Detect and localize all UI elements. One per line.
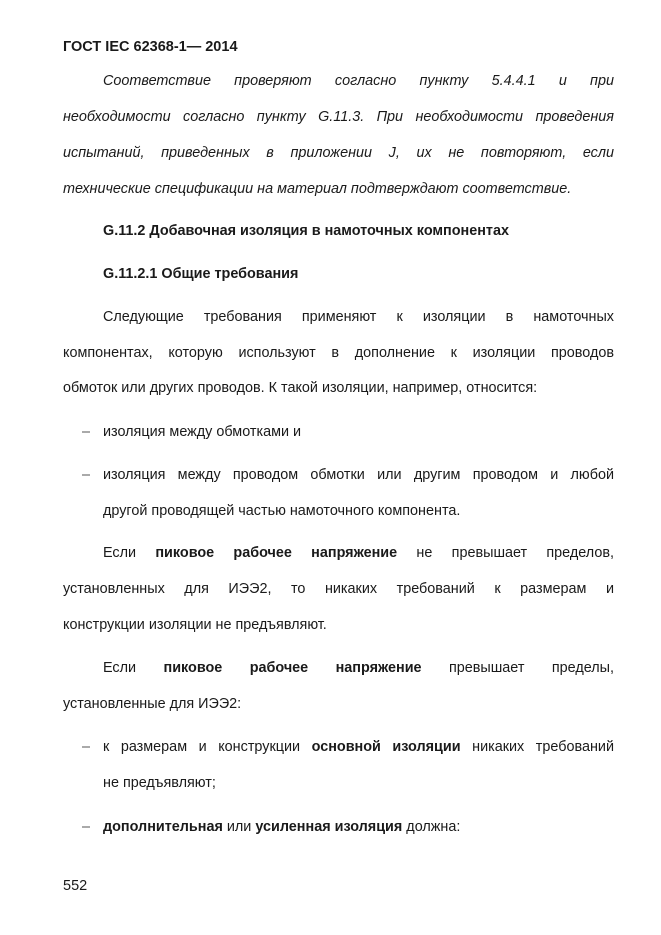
list-item bbox=[103, 739, 614, 755]
list-item: изоляция между проводом обмотки или другим проводом и любой bbox=[103, 467, 614, 483]
text-fragment: должна: bbox=[406, 819, 461, 835]
term-peak-voltage: пиковое рабочее напряжение bbox=[163, 660, 422, 676]
text-line: испытаний, приведенных в приложении J, их не повторяют, если bbox=[63, 145, 614, 161]
term-supplementary: дополнительная bbox=[103, 819, 223, 835]
text-line: Следующие требования применяют к изоляции в намоточных bbox=[103, 309, 614, 325]
text-line: технические спецификации на материал подтверждают соответствие. bbox=[63, 181, 572, 197]
list-item-continuation: другой проводящей частью намоточного компонента. bbox=[103, 503, 461, 519]
text-line bbox=[103, 660, 614, 676]
list-bullet: – bbox=[82, 739, 91, 755]
page-number: 552 bbox=[63, 878, 88, 894]
term-peak-voltage: пиковое рабочее напряжение bbox=[155, 545, 398, 561]
page-header: ГОСТ IEC 62368-1— 2014 bbox=[63, 39, 238, 55]
list-item: изоляция между обмотками и bbox=[103, 424, 302, 440]
list-bullet: – bbox=[82, 819, 91, 835]
text-line: установленных для ИЭЭ2, то никаких требований к размерам и bbox=[63, 581, 614, 597]
text-line: необходимости согласно пункту G.11.3. При необходимости проведения bbox=[63, 109, 614, 125]
text-line: Соответствие проверяют согласно пункту 5.4.4.1 и при bbox=[103, 73, 614, 89]
list-item-continuation: не предъявляют; bbox=[103, 775, 216, 791]
text-line bbox=[103, 545, 614, 561]
term-reinforced-insulation: усиленная изоляция bbox=[255, 819, 403, 835]
text-fragment: не превышает пределов, bbox=[416, 545, 614, 561]
subsection-heading: G.11.2.1 Общие требования bbox=[103, 266, 299, 282]
list-bullet: – bbox=[82, 467, 91, 483]
text-fragment: никаких требований bbox=[472, 739, 614, 755]
list-bullet: – bbox=[82, 424, 91, 440]
text-fragment: к размерам и конструкции bbox=[103, 739, 301, 755]
text-line: установленные для ИЭЭ2: bbox=[63, 696, 242, 712]
text-line: обмоток или других проводов. К такой изоляции, например, относится: bbox=[63, 380, 538, 396]
text-fragment: Если bbox=[103, 660, 137, 676]
text-fragment: превышает пределы, bbox=[448, 660, 614, 676]
section-heading: G.11.2 Добавочная изоляция в намоточных компонентах bbox=[103, 223, 509, 239]
text-line: компонентах, которую используют в дополнение к изоляции проводов bbox=[63, 345, 614, 361]
text-line: конструкции изоляции не предъявляют. bbox=[63, 617, 327, 633]
term-basic-insulation: основной изоляции bbox=[311, 739, 461, 755]
list-item bbox=[103, 819, 460, 835]
text-fragment: или bbox=[226, 819, 252, 835]
text-fragment: Если bbox=[103, 545, 137, 561]
